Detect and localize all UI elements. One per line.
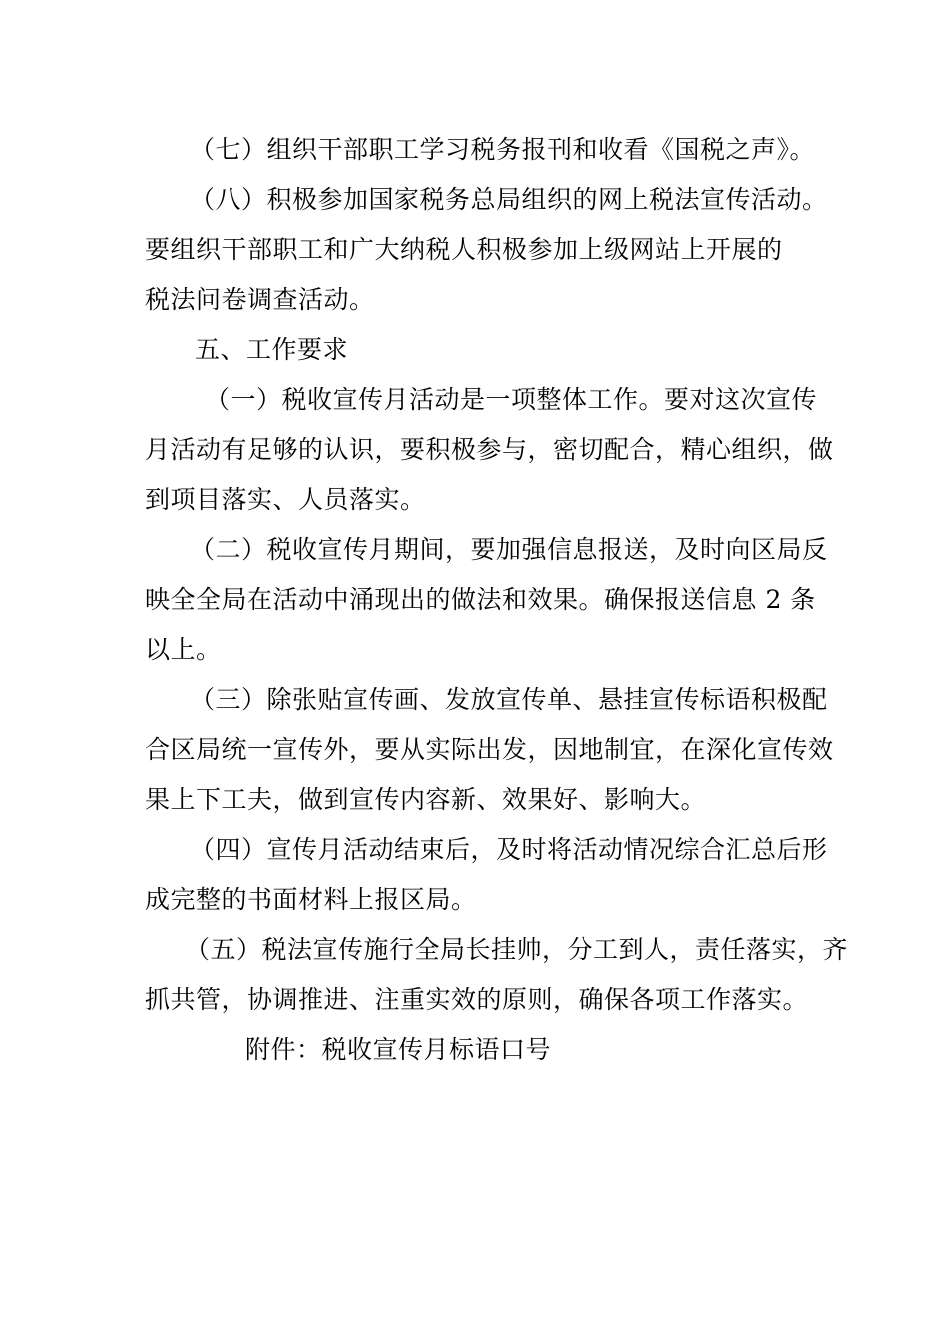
section-heading-work-requirements: 五、工作要求 <box>195 335 349 364</box>
requirement-3-line-1: （三）除张贴宣传画、发放宣传单、悬挂宣传标语积极配 <box>190 685 828 714</box>
requirement-4-line-1: （四）宣传月活动结束后，及时将活动情况综合汇总后形 <box>190 835 828 864</box>
requirement-4-line-2: 成完整的书面材料上报区局。 <box>145 885 477 914</box>
requirement-2-line-1: （二）税收宣传月期间，要加强信息报送，及时向区局反 <box>190 535 828 564</box>
paragraph-8-line-1: （八）积极参加国家税务总局组织的网上税法宣传活动。 <box>190 185 828 214</box>
requirement-3-line-3: 果上下工夫，做到宣传内容新、效果好、影响大。 <box>145 785 707 814</box>
paragraph-8-line-3: 税法问卷调查活动。 <box>145 285 375 314</box>
requirement-1-line-1: （一）税收宣传月活动是一项整体工作。要对这次宣传 <box>205 385 818 414</box>
paragraph-7-line-1: （七）组织干部职工学习税务报刊和收看《国税之声》。 <box>190 135 816 164</box>
attachment-note: 附件：税收宣传月标语口号 <box>245 1035 552 1064</box>
requirement-1-line-3: 到项目落实、人员落实。 <box>145 485 426 514</box>
requirement-2-line-2: 映全全局在活动中涌现出的做法和效果。确保报送信息 2 条 <box>145 585 816 614</box>
requirement-2-line-3: 以上。 <box>145 635 222 664</box>
requirement-1-line-2: 月活动有足够的认识，要积极参与，密切配合，精心组织，做 <box>145 435 834 464</box>
requirement-5-line-2: 抓共管，协调推进、注重实效的原则，确保各项工作落实。 <box>145 985 809 1014</box>
requirement-3-line-2: 合区局统一宣传外，要从实际出发，因地制宜，在深化宣传效 <box>145 735 834 764</box>
requirement-5-line-1: （五）税法宣传施行全局长挂帅，分工到人，责任落实，齐 <box>185 935 849 964</box>
paragraph-8-line-2: 要组织干部职工和广大纳税人积极参加上级网站上开展的 <box>145 235 783 264</box>
